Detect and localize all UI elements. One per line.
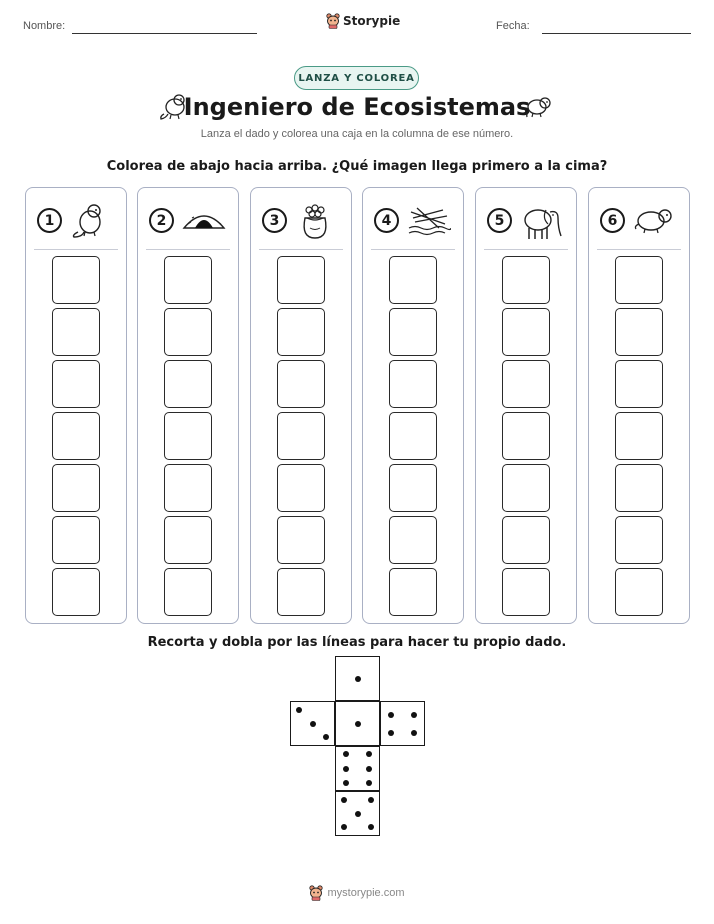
color-box[interactable] — [277, 308, 325, 356]
subtitle: Lanza el dado y colorea una caja en la columna de ese número. — [200, 128, 514, 140]
color-box[interactable] — [164, 412, 212, 460]
color-box[interactable] — [389, 256, 437, 304]
column-number: 5 — [487, 208, 512, 233]
column-4 — [362, 187, 464, 624]
die-pip — [355, 676, 361, 682]
color-box[interactable] — [164, 568, 212, 616]
color-box[interactable] — [615, 360, 663, 408]
color-box[interactable] — [277, 568, 325, 616]
color-box[interactable] — [615, 412, 663, 460]
column-3 — [250, 187, 352, 624]
die-pip — [368, 824, 374, 830]
column-header — [26, 202, 126, 238]
color-box[interactable] — [389, 516, 437, 564]
column-divider — [34, 249, 118, 250]
color-box[interactable] — [502, 412, 550, 460]
mascot-icon — [309, 885, 323, 901]
column-2 — [137, 187, 239, 624]
die-pip — [388, 730, 394, 736]
die-pip — [341, 824, 347, 830]
column-number: 2 — [149, 208, 174, 233]
die-pip — [366, 780, 372, 786]
die-pip — [296, 707, 302, 713]
beaver-icon — [70, 202, 110, 242]
color-box[interactable] — [389, 360, 437, 408]
color-box[interactable] — [164, 464, 212, 512]
column-header — [589, 202, 689, 238]
cut-instruction: Recorta y dobla por las líneas para hacer tu propio dado. — [147, 635, 567, 650]
color-box[interactable] — [52, 516, 100, 564]
color-box[interactable] — [52, 412, 100, 460]
date-label: Fecha: — [496, 20, 530, 32]
color-box[interactable] — [389, 568, 437, 616]
color-box[interactable] — [277, 360, 325, 408]
column-number: 3 — [262, 208, 287, 233]
die-face-4 — [380, 701, 425, 746]
column-header — [363, 202, 463, 238]
color-box[interactable] — [615, 308, 663, 356]
die-pip — [355, 811, 361, 817]
column-divider — [371, 249, 455, 250]
die-face-6 — [335, 746, 380, 791]
color-box[interactable] — [615, 464, 663, 512]
column-header — [138, 202, 238, 238]
beaver-icon — [523, 92, 555, 120]
color-box[interactable] — [52, 256, 100, 304]
die-pip — [310, 721, 316, 727]
color-box[interactable] — [502, 516, 550, 564]
die-face-1 — [335, 656, 380, 701]
column-number: 6 — [600, 208, 625, 233]
color-box[interactable] — [389, 464, 437, 512]
column-divider — [597, 249, 681, 250]
column-1 — [25, 187, 127, 624]
die-face-1 — [335, 701, 380, 746]
color-box[interactable] — [52, 464, 100, 512]
footer-url: mystorypie.com — [327, 887, 405, 899]
date-field-line[interactable] — [542, 33, 691, 34]
die-pip — [323, 734, 329, 740]
column-6 — [588, 187, 690, 624]
die-pip — [341, 797, 347, 803]
die-pip — [355, 721, 361, 727]
die-pip — [343, 766, 349, 772]
color-box[interactable] — [502, 308, 550, 356]
column-divider — [484, 249, 568, 250]
column-header — [476, 202, 576, 238]
column-divider — [259, 249, 343, 250]
die-pip — [366, 751, 372, 757]
column-number: 1 — [37, 208, 62, 233]
color-box[interactable] — [277, 412, 325, 460]
color-box[interactable] — [277, 256, 325, 304]
color-box[interactable] — [615, 516, 663, 564]
die-pip — [388, 712, 394, 718]
column-number: 4 — [374, 208, 399, 233]
die-pip — [411, 712, 417, 718]
activity-badge: LANZA Y COLOREA — [294, 66, 419, 90]
color-box[interactable] — [502, 256, 550, 304]
name-label: Nombre: — [23, 20, 66, 32]
color-box[interactable] — [164, 308, 212, 356]
die-pip — [343, 780, 349, 786]
groundhog-icon — [633, 202, 677, 238]
column-divider — [146, 249, 230, 250]
elephant-icon — [520, 202, 564, 246]
instruction: Colorea de abajo hacia arriba. ¿Qué imagen llega primero a la cima? — [106, 159, 608, 174]
color-box[interactable] — [277, 516, 325, 564]
beaver-dam-icon — [407, 202, 451, 242]
column-5 — [475, 187, 577, 624]
color-box[interactable] — [615, 568, 663, 616]
brand-name: Storypie — [343, 14, 401, 28]
mascot-icon — [326, 13, 340, 29]
color-box[interactable] — [389, 308, 437, 356]
die-pip — [411, 730, 417, 736]
color-box[interactable] — [502, 360, 550, 408]
die-face-5 — [335, 791, 380, 836]
footer — [0, 885, 714, 901]
color-box[interactable] — [277, 464, 325, 512]
color-box[interactable] — [502, 464, 550, 512]
color-box[interactable] — [502, 568, 550, 616]
die-pip — [368, 797, 374, 803]
color-box[interactable] — [389, 412, 437, 460]
page-title: Ingeniero de Ecosistemas — [183, 93, 531, 121]
acorn-sack-icon — [295, 202, 335, 244]
die-pip — [366, 766, 372, 772]
color-box[interactable] — [164, 516, 212, 564]
brand-logo — [326, 13, 400, 29]
color-box[interactable] — [52, 360, 100, 408]
color-box[interactable] — [164, 256, 212, 304]
color-box[interactable] — [615, 256, 663, 304]
color-box[interactable] — [52, 568, 100, 616]
die-pip — [343, 751, 349, 757]
die-face-3 — [290, 701, 335, 746]
column-header — [251, 202, 351, 238]
burrow-icon — [182, 202, 226, 238]
name-field-line[interactable] — [72, 33, 257, 34]
color-box[interactable] — [164, 360, 212, 408]
color-box[interactable] — [52, 308, 100, 356]
